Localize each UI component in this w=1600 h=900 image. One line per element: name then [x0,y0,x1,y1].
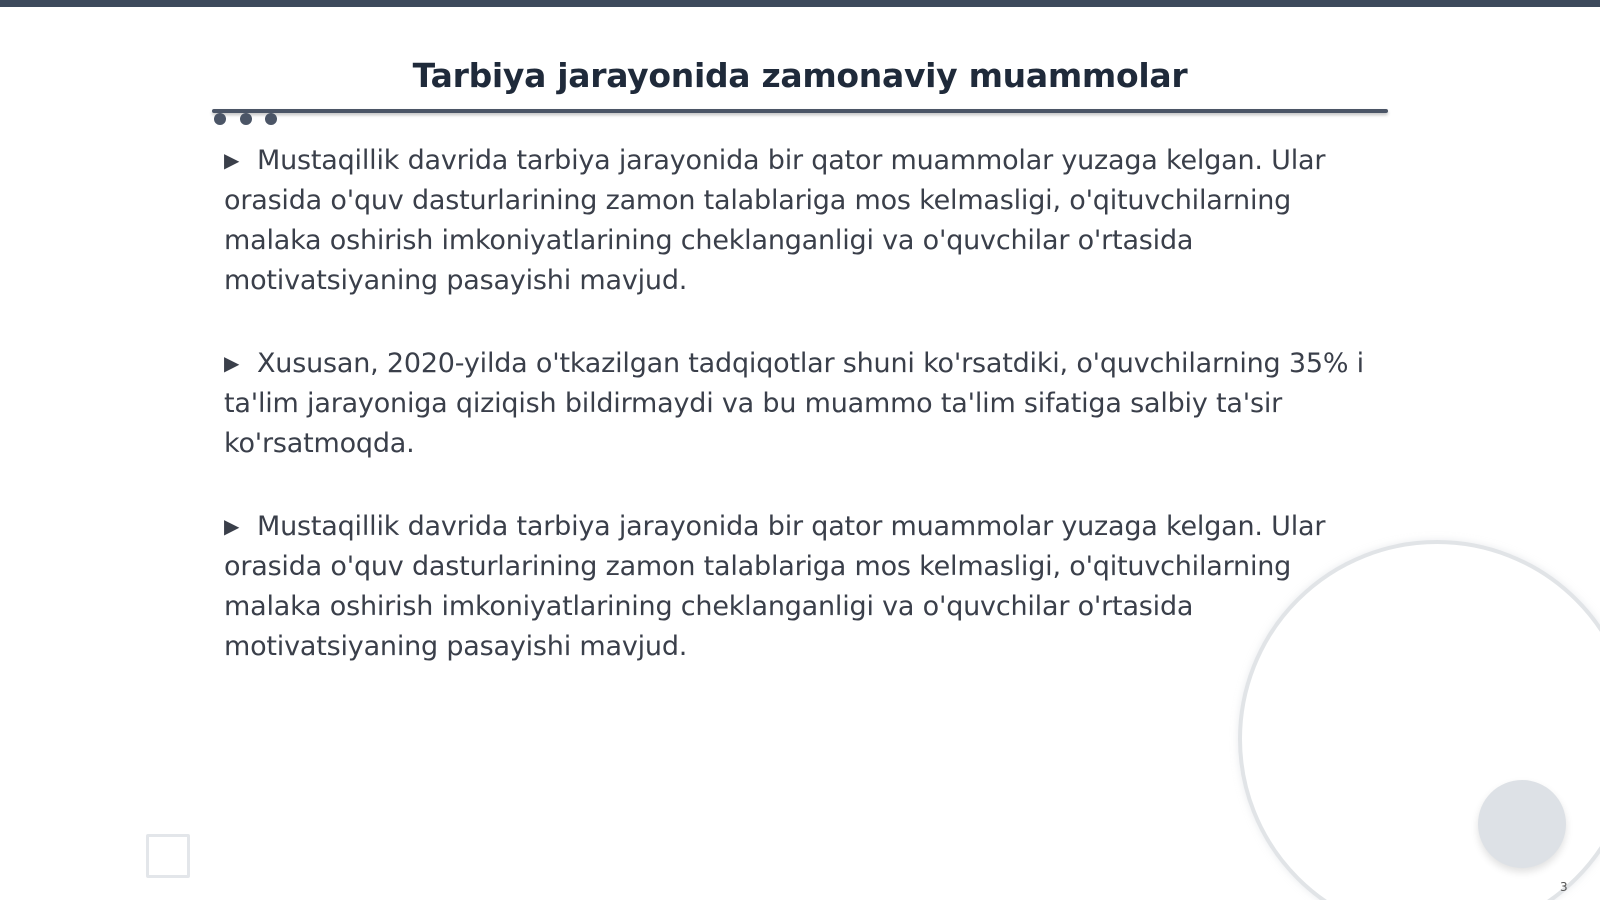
triangle-bullet-icon: ▶ [224,351,240,375]
bullet-item [224,140,1384,301]
rule-dot-3 [265,113,277,125]
page-number: 3 [1560,880,1568,894]
bullet-text: Mustaqillik davrida tarbiya jarayonida bir qator muammolar yuzaga kelgan. Ular orasida o'quv dasturlarining zamon talablariga mos kelmasligi, o'qituvchilarning malaka oshirish imkoniyatlarining cheklanganligi va o'quvchilar o'rtasida motivatsiyaning pasayishi mavjud. [224,145,1326,296]
triangle-bullet-icon: ▶ [224,148,240,172]
triangle-bullet-icon: ▶ [224,514,240,538]
bullet-text: Mustaqillik davrida tarbiya jarayonida bir qator muammolar yuzaga kelgan. Ular orasida o'quv dasturlarining zamon talablariga mos kelmasligi, o'qituvchilarning malaka oshirish imkoniyatlarining cheklanganligi va o'quvchilar o'rtasida motivatsiyaning pasayishi mavjud. [224,511,1326,662]
decorative-square [146,834,190,878]
bullet-item [224,506,1384,667]
bullet-text: Xususan, 2020-yilda o'tkazilgan tadqiqotlar shuni ko'rsatdiki, o'quvchilarning 35% i ta'lim jarayoniga qiziqish bildirmaydi va bu muammo ta'lim sifatiga salbiy ta'sir ko'rsatmoqda. [224,348,1364,459]
title-underline [212,109,1388,113]
decorative-disc [1478,780,1566,868]
slide-title: Tarbiya jarayonida zamonaviy muammolar [412,56,1188,95]
bullet-item [224,343,1384,464]
bullet-list [224,140,1384,709]
top-accent-bar [0,0,1600,7]
rule-dot-2 [240,113,252,125]
rule-dot-1 [214,113,226,125]
